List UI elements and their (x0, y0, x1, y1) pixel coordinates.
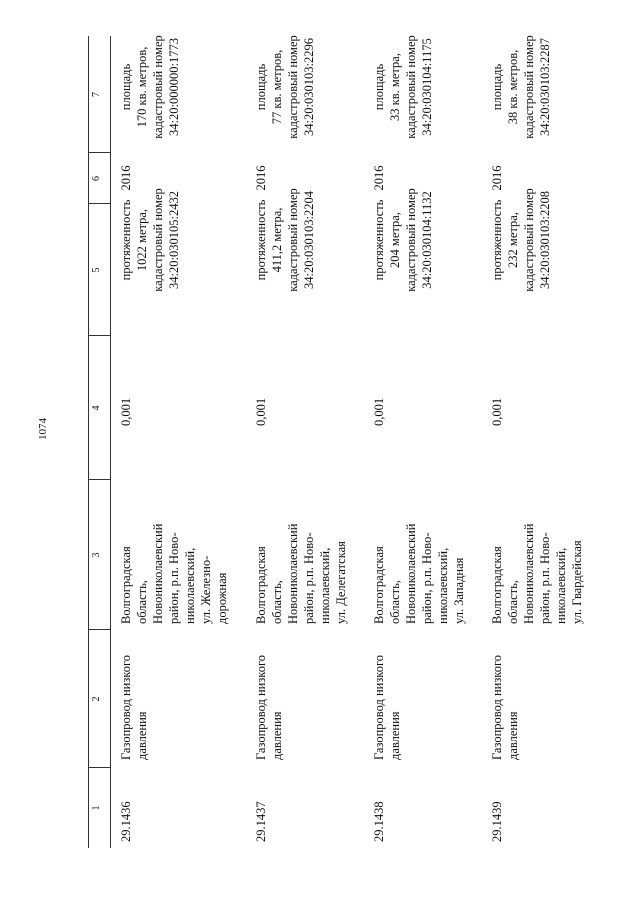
object-name-line: давления (388, 711, 402, 760)
object-area-line: площадь (490, 63, 504, 111)
object-area-line: 34:20:030104:1175 (420, 38, 434, 136)
object-area (489, 22, 553, 152)
object-name-line: Газопровод низкого (490, 654, 504, 760)
object-year: 2016 (254, 165, 268, 191)
object-length-line: протяженность (372, 199, 386, 281)
object-address-line: Новониколаевский (286, 523, 300, 624)
object-length-line: кадастровый номер (151, 188, 165, 292)
column-header-2: 2 (91, 696, 102, 702)
object-address-line: область, (135, 580, 149, 624)
header-bottom-rule (110, 36, 111, 848)
object-name (253, 610, 285, 760)
object-address-line: Новониколаевский (522, 523, 536, 624)
row-number: 29.1437 (254, 801, 268, 842)
table-row (253, 36, 363, 848)
object-name (118, 610, 150, 760)
object-length-line: 204 метра, (388, 212, 402, 268)
object-area-line: площадь (119, 63, 133, 111)
row-number: 29.1439 (490, 801, 504, 842)
object-address-line: район, р.п. Ново- (167, 532, 181, 624)
object-length-line: 34:20:030103:2208 (538, 191, 552, 289)
object-length-line: 34:20:030103:2204 (302, 191, 316, 289)
column-header-6: 6 (91, 176, 102, 181)
object-value: 0,001 (372, 397, 386, 426)
object-length-line: кадастровый номер (286, 188, 300, 292)
object-address-line: Новониколаевский (404, 523, 418, 624)
object-year: 2016 (372, 165, 386, 191)
object-address-line: Волгоградская (254, 546, 268, 624)
object-area-line: 33 кв. метра, (388, 53, 402, 121)
object-address-line: Новониколаевский (151, 523, 165, 624)
object-name-line: Газопровод низкого (372, 654, 386, 760)
object-area-line: площадь (254, 63, 268, 111)
table-row (489, 36, 599, 848)
table-row (118, 36, 228, 848)
object-length-line: кадастровый номер (522, 188, 536, 292)
object-address-line: Волгоградская (372, 546, 386, 624)
object-area-line: кадастровый номер (404, 35, 418, 139)
object-area-line: 170 кв. метров, (135, 46, 149, 128)
object-length-line: 1022 метра, (135, 208, 149, 272)
header-top-rule (88, 36, 89, 848)
table-row (371, 36, 481, 848)
column-header-4: 4 (91, 405, 102, 411)
object-name-line: Газопровод низкого (119, 654, 133, 760)
column-header-1: 1 (91, 805, 102, 811)
object-name-line: давления (135, 711, 149, 760)
object-address-line: николаевский, (554, 547, 568, 624)
object-address-line: николаевский, (436, 547, 450, 624)
page-number: 1074 (37, 418, 49, 440)
row-number: 29.1438 (372, 801, 386, 842)
object-name-line: давления (270, 711, 284, 760)
object-address (253, 499, 349, 624)
object-value: 0,001 (490, 397, 504, 426)
object-length-line: протяженность (119, 199, 133, 281)
object-address-line: область, (270, 580, 284, 624)
object-length-line: кадастровый номер (404, 188, 418, 292)
object-area (253, 22, 317, 152)
object-address (118, 499, 230, 624)
object-address-line: ул. Западная (452, 557, 466, 624)
object-value: 0,001 (254, 397, 268, 426)
object-address (489, 499, 585, 624)
object-address-line: район, р.п. Ново- (302, 532, 316, 624)
object-address-line: дорожная (215, 572, 229, 624)
object-area-line: 77 кв. метров, (270, 49, 284, 125)
column-header-7: 7 (91, 92, 102, 97)
object-year: 2016 (119, 165, 133, 191)
object-address-line: область, (388, 580, 402, 624)
registry-table (88, 35, 584, 848)
object-length-line: 34:20:030104:1132 (420, 191, 434, 289)
object-length-line: протяженность (254, 199, 268, 281)
object-length-line: 232 метра, (506, 212, 520, 268)
object-area-line: 34:20:000000:1773 (167, 38, 181, 136)
row-number: 29.1436 (119, 801, 133, 842)
object-area (371, 22, 435, 152)
object-address-line: ул. Делегатская (334, 541, 348, 624)
object-address (371, 499, 467, 624)
object-area-line: кадастровый номер (522, 35, 536, 139)
object-name (489, 610, 521, 760)
object-address-line: Волгоградская (119, 546, 133, 624)
object-address-line: ул. Гвардейская (570, 540, 584, 624)
object-name-line: Газопровод низкого (254, 654, 268, 760)
object-address-line: область, (506, 580, 520, 624)
object-address-line: район, р.п. Ново- (420, 532, 434, 624)
object-name-line: давления (506, 711, 520, 760)
object-address-line: район, р.п. Ново- (538, 532, 552, 624)
object-area-line: площадь (372, 63, 386, 111)
object-address-line: Волгоградская (490, 546, 504, 624)
object-name (371, 610, 403, 760)
object-length-line: 411,2 метра, (270, 207, 284, 273)
column-header-5: 5 (91, 267, 102, 273)
object-area-line: кадастровый номер (286, 35, 300, 139)
column-header-3: 3 (91, 552, 102, 558)
object-address-line: николаевский, (318, 547, 332, 624)
object-area-line: кадастровый номер (151, 35, 165, 139)
object-area-line: 34:20:030103:2287 (538, 38, 552, 136)
object-area-line: 38 кв. метров, (506, 49, 520, 125)
object-length-line: 34:20:030105:2432 (167, 191, 181, 289)
object-length-line: протяженность (490, 199, 504, 281)
object-address-line: ул. Железно- (199, 555, 213, 624)
object-area-line: 34:20:030103:2296 (302, 38, 316, 136)
object-address-line: николаевский, (183, 547, 197, 624)
object-area (118, 22, 182, 152)
object-value: 0,001 (119, 397, 133, 426)
object-year: 2016 (490, 165, 504, 191)
